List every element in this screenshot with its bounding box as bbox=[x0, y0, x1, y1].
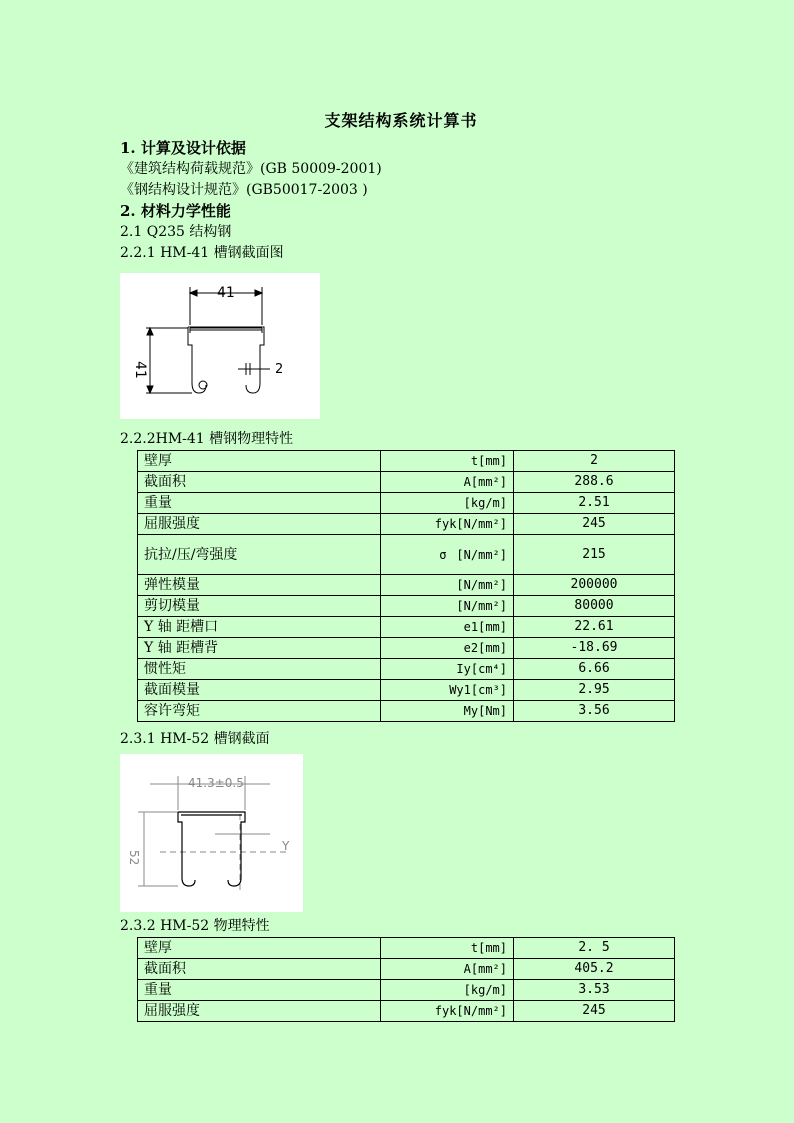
property-name: 弹性模量 bbox=[138, 575, 381, 596]
property-value: 6.66 bbox=[514, 659, 675, 680]
table-row bbox=[138, 514, 675, 535]
property-unit: Wy1[cm³] bbox=[381, 680, 514, 701]
property-value: 245 bbox=[514, 514, 675, 535]
reference-load-code: 《建筑结构荷载规范》(GB 50009-2001) bbox=[120, 161, 382, 177]
hm52-axis-label: Y bbox=[282, 839, 290, 853]
table-row bbox=[138, 938, 675, 959]
property-name: Y 轴 距槽背 bbox=[138, 638, 381, 659]
property-unit: e1[mm] bbox=[381, 617, 514, 638]
property-name: 惯性矩 bbox=[138, 659, 381, 680]
property-value: 3.56 bbox=[514, 701, 675, 722]
unit-text: [N/mm²] bbox=[456, 547, 507, 562]
property-name: 抗拉/压/弯强度 bbox=[138, 535, 381, 575]
hm52-height-label: 52 bbox=[127, 850, 141, 866]
hm52-section-drawing bbox=[120, 754, 303, 912]
property-name: 截面积 bbox=[138, 472, 381, 493]
property-value: -18.69 bbox=[514, 638, 675, 659]
table-row bbox=[138, 493, 675, 514]
property-name: 壁厚 bbox=[138, 938, 381, 959]
subsection-2-3-1: 2.3.1 HM-52 槽钢截面 bbox=[120, 731, 270, 747]
property-value: 2 bbox=[514, 451, 675, 472]
property-name: 重量 bbox=[138, 980, 381, 1001]
property-unit: [N/mm²] bbox=[381, 575, 514, 596]
table-row bbox=[138, 535, 675, 575]
property-unit: fyk[N/mm²] bbox=[381, 514, 514, 535]
property-unit: My[Nm] bbox=[381, 701, 514, 722]
table-row bbox=[138, 680, 675, 701]
hm41-properties-table bbox=[137, 450, 675, 722]
hm41-section-figure bbox=[120, 273, 320, 419]
property-unit: [kg/m] bbox=[381, 980, 514, 1001]
subsection-2-3-2: 2.3.2 HM-52 物理特性 bbox=[120, 918, 270, 934]
property-name: 剪切模量 bbox=[138, 596, 381, 617]
table-row bbox=[138, 451, 675, 472]
property-unit: e2[mm] bbox=[381, 638, 514, 659]
property-unit: [kg/m] bbox=[381, 493, 514, 514]
property-value: 288.6 bbox=[514, 472, 675, 493]
property-name: 截面积 bbox=[138, 959, 381, 980]
property-value: 405.2 bbox=[514, 959, 675, 980]
table-row bbox=[138, 701, 675, 722]
property-value: 2.51 bbox=[514, 493, 675, 514]
sigma-symbol: σ bbox=[439, 547, 447, 562]
table-row bbox=[138, 596, 675, 617]
property-unit: t[mm] bbox=[381, 451, 514, 472]
property-name: 容许弯矩 bbox=[138, 701, 381, 722]
property-name: 重量 bbox=[138, 493, 381, 514]
property-unit: t[mm] bbox=[381, 938, 514, 959]
property-name: Y 轴 距槽口 bbox=[138, 617, 381, 638]
property-name: 屈服强度 bbox=[138, 514, 381, 535]
hm41-section-drawing bbox=[120, 273, 320, 419]
property-name: 截面模量 bbox=[138, 680, 381, 701]
subsection-2-2-1: 2.2.1 HM-41 槽钢截面图 bbox=[120, 245, 284, 261]
table-row bbox=[138, 659, 675, 680]
section-1-heading: 1. 计算及设计依据 bbox=[120, 139, 246, 157]
reference-steel-code: 《钢结构设计规范》(GB50017-2003 ) bbox=[120, 182, 368, 198]
hm41-width-label: 41 bbox=[217, 285, 235, 301]
property-unit bbox=[381, 535, 514, 575]
table-row bbox=[138, 1001, 675, 1022]
section-2-heading: 2. 材料力学性能 bbox=[120, 202, 231, 220]
property-value: 80000 bbox=[514, 596, 675, 617]
property-value: 2.95 bbox=[514, 680, 675, 701]
property-value: 22.61 bbox=[514, 617, 675, 638]
property-unit: fyk[N/mm²] bbox=[381, 1001, 514, 1022]
hm52-properties-table bbox=[137, 937, 675, 1022]
property-value: 2. 5 bbox=[514, 938, 675, 959]
table-row bbox=[138, 638, 675, 659]
property-value: 215 bbox=[514, 535, 675, 575]
subsection-2-2-2: 2.2.2HM-41 槽钢物理特性 bbox=[120, 431, 294, 447]
document-title: 支架结构系统计算书 bbox=[324, 111, 478, 130]
property-name: 屈服强度 bbox=[138, 1001, 381, 1022]
hm41-height-label: 41 bbox=[132, 361, 148, 379]
subsection-2-1: 2.1 Q235 结构钢 bbox=[120, 224, 232, 240]
property-unit: [N/mm²] bbox=[381, 596, 514, 617]
table-row bbox=[138, 959, 675, 980]
hm52-section-figure bbox=[120, 754, 303, 912]
hm52-width-label: 41.3±0.5 bbox=[188, 776, 244, 790]
property-value: 200000 bbox=[514, 575, 675, 596]
table-row bbox=[138, 472, 675, 493]
property-unit: A[mm²] bbox=[381, 959, 514, 980]
property-unit: Iy[cm⁴] bbox=[381, 659, 514, 680]
property-unit: A[mm²] bbox=[381, 472, 514, 493]
table-row bbox=[138, 980, 675, 1001]
property-name: 壁厚 bbox=[138, 451, 381, 472]
table-row bbox=[138, 575, 675, 596]
property-value: 245 bbox=[514, 1001, 675, 1022]
table-row bbox=[138, 617, 675, 638]
hm41-thickness-label: 2 bbox=[275, 362, 284, 377]
property-value: 3.53 bbox=[514, 980, 675, 1001]
